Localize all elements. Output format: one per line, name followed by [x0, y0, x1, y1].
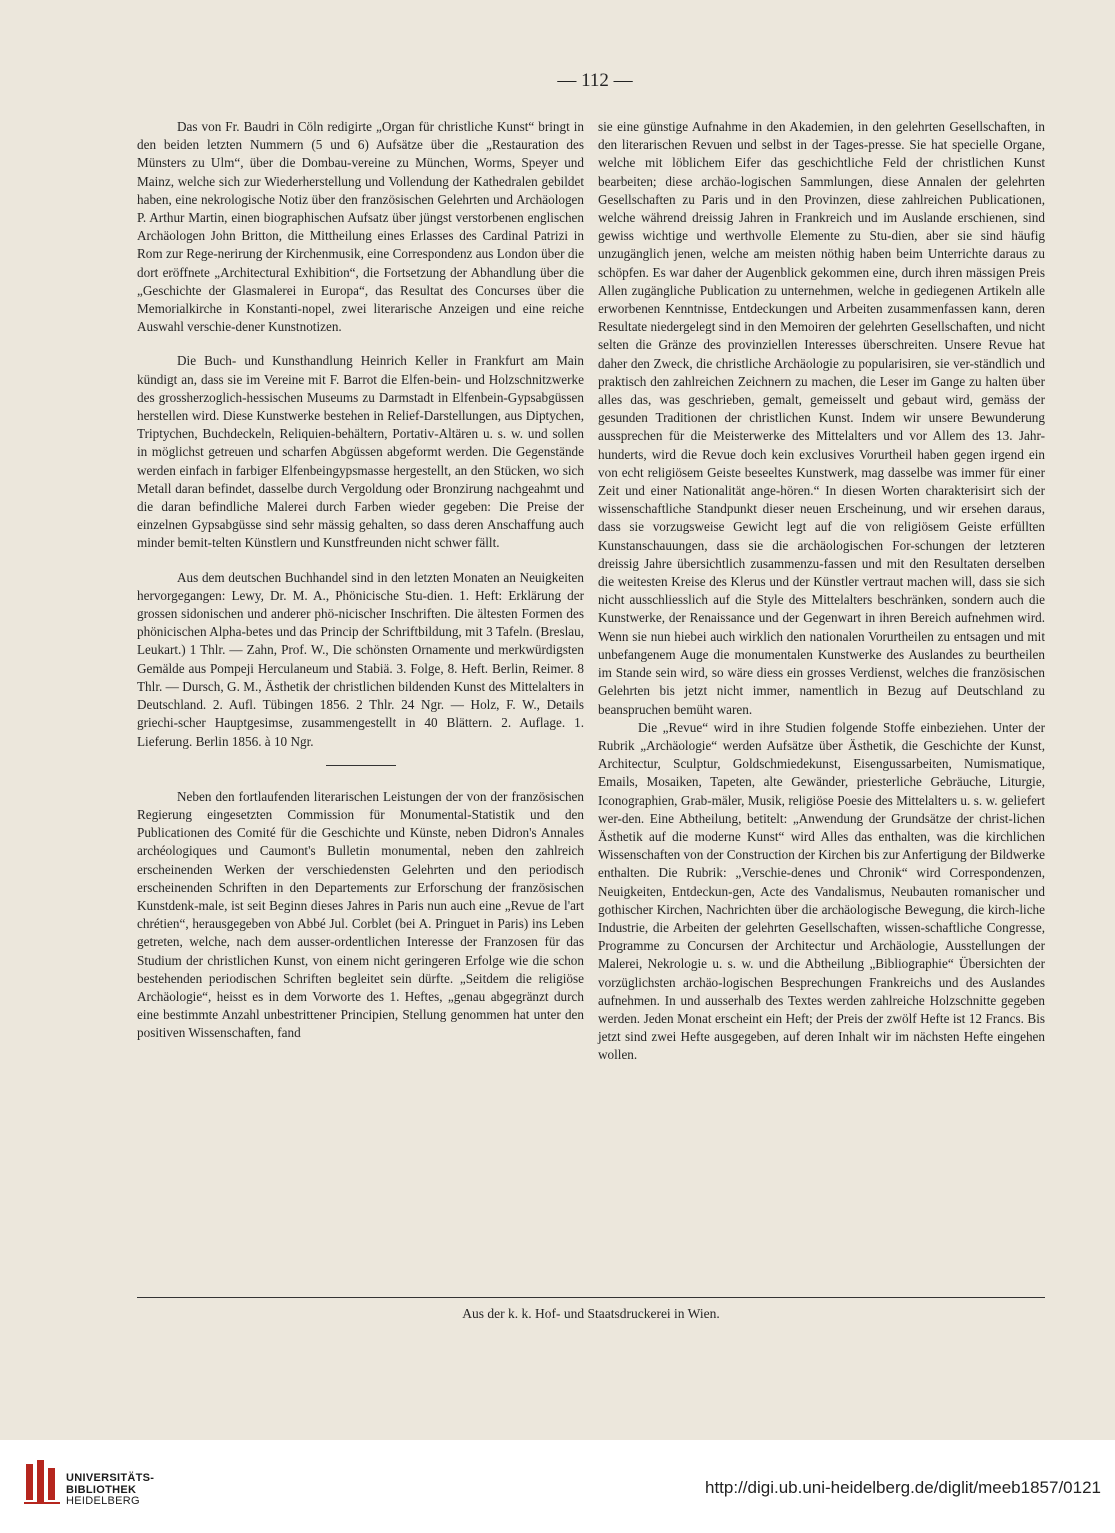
paragraph-organ-christliche-kunst: Das von Fr. Baudri in Cöln redigirte „Organ für christliche Kunst“ bringt in den beiden letzten Nummern (5 und 6) Aufsätze über die „Restauration des Münsters zu Ulm“, über die Dombau-vereine zu München, Worms, Speyer und Mainz, welche sich zur Wiederherstellung und Vollendung der Kathedralen gebildet haben, eine nekrologische Notiz über den französischen Gelehrten und Archäologen P. Arthur Martin, einen biographischen Aufsatz über jüngst verstorbenen englischen Archäologen John Britton, die Mittheilung eines Erlasses des Cardinal Patrizi in Rom zur Rege-nerirung der Kirchenmusik, eine Correspondenz aus London über die dort eröffnete „Architectural Exhibition“, die Fortsetzung der Abhandlung über die „Geschichte der Glasmalerei in Europa“, das Resultat des Concurses über die Memorialkirche in Konstanti-nopel, zwei literarische Anzeigen und eine reiche Auswahl verschie-dener Kunstnotizen. [137, 119, 584, 335]
university-library-logo-icon [22, 1458, 62, 1506]
page-number: — 112 — [557, 70, 633, 91]
library-name-line3: HEIDELBERG [66, 1495, 140, 1507]
library-name-line1: UNIVERSITÄTS- [66, 1472, 155, 1484]
printer-imprint: Aus der k. k. Hof- und Staatsdruckerei in Wien. [462, 1306, 720, 1321]
section-separator [326, 765, 396, 766]
left-column [137, 118, 584, 1059]
paragraph-revue-art-chretien: Neben den fortlaufenden literarischen Leistungen der von der französischen Regierung eingesetzten Commission für Monumental-Statistik und den Publicationen des Comité für die Geschichte und Künste, neben Didron's Annales archéologiques und Caumont's Bulletin monumental, neben den zahlreich erscheinenden Werken der verschiedensten Gelehrten und den periodisch erscheinenden Schriften in den Departements zur Erforschung der französischen Kunstdenk-male, ist seit Beginn dieses Jahres in Paris nun auch eine „Revue de l'art chrétien“, herausgegeben von Abbé Jul. Corblet (bei A. Pringuet in Paris) ins Leben getreten, welche, nach dem ausser-ordentlichen Interesse der Franzosen für das Studium der christlichen Kunst, von einem nicht geringeren Erfolge wie die schon bestehenden periodischen Schriften begleitet sein dürfte. „Seitdem die religiöse Archäologie“, heisst es in dem Vorworte des 1. Heftes, „genau abgegränzt durch eine bestimmte Anzahl unbestrittener Principien, Stellung genommen hat unter den positiven Wissenschaften, fand [137, 788, 584, 1041]
source-url[interactable]: http://digi.ub.uni-heidelberg.de/diglit/meeb1857/0121 [704, 1478, 1101, 1497]
library-name [66, 1473, 154, 1508]
paragraph-revue-continuation: sie eine günstige Aufnahme in den Akademien, in den gelehrten Gesellschaften, in den literarischen Revuen und selbst in der Tages-presse. Sie hat specielle Organe, welche mit löblichem Eifer das geschichtliche Feld der christlichen Kunst bearbeiten; diese archäo-logischen Sammlungen, diese Annalen der gelehrten Gesellschaften zu Paris und in den Provinzen, diese zahlreichen Publicationen, welche während dreissig Jahren in Frankreich und im Auslande erschienen, sind gewiss wichtige und werthvolle Elemente zu Stu-dien, aber sie sind häufig unzugänglich jenen, welche am meisten nöthig haben beim Unterrichte daraus zu schöpfen. Es war daher der Augenblick gekommen eine, durch ihren mässigen Preis Allen zugängliche Publication zu unternehmen, welche in gediegenen Artikeln alle erworbenen Kenntnisse, Entdeckungen und Arbeiten zusammenfassen kann, deren Resultate niedergelegt sind in den Memoiren der gelehrten Gesellschaften, und nicht selten die Gränze des provinziellen Interesses überschreiten. Unsere Revue hat daher den Zweck, die christliche Archäologie zu popularisiren, sie ver-ständlich und praktisch den zahlreichen Zeichnern zu machen, die Leser im Gange zu halten über alles das, was geschrieben, gemalt, gemeisselt und gebaut wird, gemäss der gesunden Traditionen der christlichen Kunst. Indem wir unsere Bewunderung aussprechen für die Meisterwerke des Mittelalters und vor Allem des 13. Jahr-hunderts, wird die Revue doch kein exclusives Vorurtheil haben gegen irgend ein von echt religiösem Geiste beseeltes Kunstwerk, mag dasselbe was immer für einer Zeit und einer Nationalität ange-hören.“ In diesen Worten charakterisirt sich der wissenschaftliche Standpunkt dieser neuen Erscheinung, und wir ersehen daraus, dass sie vorzugsweise Gewicht legt auf die von religiösem Geiste erfüllten Kunstanschauungen, dass sie die archäologischen For-schungen der letzteren dreissig Jahre übersichtlich zusammenzu-fassen und mit den Resultaten derselben die weitesten Kreise des Klerus und der Künstler vertraut machen will, dass sie sich nicht ausschliesslich auf die Style des Mittelalters beschränken, sondern auch die Kunstwerke, der Renaissance und der Gegenwart in ihren Bereich aufnehmen wird. Wenn sie nun hiebei auch wirklich den nationalen Vorurtheilen zu entsagen und mit unbefangenem Auge die monumentalen Kunstwerke des Auslandes zu beurtheilen im Stande sein wird, so wäre diess ein grosses Verdienst, welches die französischen Gelehrten bis jetzt nicht immer, namentlich in Bezug auf Deutschland zu beanspruchen bemüht waren. [598, 119, 1045, 717]
paragraph-buchhandel: Aus dem deutschen Buchhandel sind in den letzten Monaten an Neuigkeiten hervorgegangen: Lewy, Dr. M. A., Phönicische Stu-dien. 1. Heft: Erklärung der grossen sidonischen und anderer phö-nicischer Inschriften. Die ältesten Formen des phönicischen Alpha-betes und das Princip der Schriftbildung, mit 3 Tafeln. (Breslau, Leukart.) 1 Thlr. — Zahn, Prof. W., Die schönsten Ornamente und merkwürdigsten Gemälde aus Pompeji Herculaneum und Stabiä. 3. Folge, 8. Heft. Berlin, Reimer. 8 Thlr. — Dursch, G. M., Ästhetik der christlichen bildenden Kunst des Mittelalters in Deutschland. 2. Aufl. Tübingen 1856. 2 Thlr. 24 Ngr. — Holz, F. W., Details griechi-scher Hauptgesimse, zusammengestellt in 40 Blättern. 2. Auflage. 1. Lieferung. Berlin 1856. à 10 Ngr. [137, 569, 584, 749]
library-name-line2: BIBLIOTHEK [66, 1483, 137, 1496]
viewer-footer [0, 1440, 1115, 1533]
footer-rule [137, 1297, 1045, 1298]
right-column [598, 118, 1045, 1065]
paragraph-revue-contents: Die „Revue“ wird in ihre Studien folgende Stoffe einbeziehen. Unter der Rubrik „Archäologie“ werden Aufsätze über Ästhetik, die Geschichte der Kunst, Architectur, Sculptur, Goldschmiedekunst, Eisengussarbeiten, Numismatique, Emails, Mosaiken, Tapeten, alte Gewänder, priesterliche Gebräuche, Liturgie, Iconographien, Grab-mäler, Musik, religiöse Poesie des Mittelalters u. s. w. geliefert wer-den. Eine Abtheilung, betitelt: „Anwendung der Grundsätze der christ-lichen Ästhetik auf die moderne Kunst“ wird Alles das enthalten, was die kirchlichen Wissenschaften von der Construction der Kirchen bis zur Anfertigung der Bildwerke enthalten. Die Rubrik: „Verschie-denes und Chronik“ wird Correspondenzen, Neuigkeiten, Entdeckun-gen, Acte des Vandalismus, Neubauten romanischer und gothischer Kirchen, Nachrichten über die archäologische Bewegung, die kirch-liche Industrie, die Arbeiten der gelehrten Gesellschaften, wissen-schaftliche Congresse, Programme zu Concursen der Architectur und Archäologie, Ausstellungen der Malerei, Nekrologie u. s. w. und die Abtheilung „Bibliographie“ Übersichten der vorzüglichsten archäo-logischen Besprechungen Frankreichs und des Auslandes aufnehmen. In und ausserhalb des Textes werden zahlreiche Holzschnitte gegeben werden. Jeden Monat erscheint ein Heft; der Preis der zwölf Hefte ist 12 Francs. Bis jetzt sind zwei Hefte ausgegeben, auf deren Inhalt wir im nächsten Hefte eingehen wollen. [598, 719, 1045, 1063]
paragraph-keller-frankfurt: Die Buch- und Kunsthandlung Heinrich Keller in Frankfurt am Main kündigt an, dass sie im Vereine mit F. Barrot die Elfen-bein- und Holzschnitzwerke des grossherzoglich-hessischen Museums zu Darmstadt in Elfenbein-Gypsabgüssen herstellen wird. Diese Kunstwerke bestehen in Relief-Darstellungen, aus Diptychen, Triptychen, Buchdeckeln, Reliquien-behältern, Portativ-Altären u. s. w. und sollen in möglichst getreuen und scharfen Abgüssen abgeformt werden. Die Gegenstände werden einfach in farbiger Elfenbeingypsmasse hergestellt, an den Stücken, wo sich Metall daran befindet, dasselbe durch Vergoldung oder Bronzirung nachgeahmt und die daran befindliche Malerei durch Farben wieder gegeben: Die Preise der einzelnen Gypsabgüsse sind sehr mässig gehalten, so dass deren Anschaffung auch minder bemit-telten Künstlern und Kunstfreunden nicht schwer fällt. [137, 353, 584, 551]
